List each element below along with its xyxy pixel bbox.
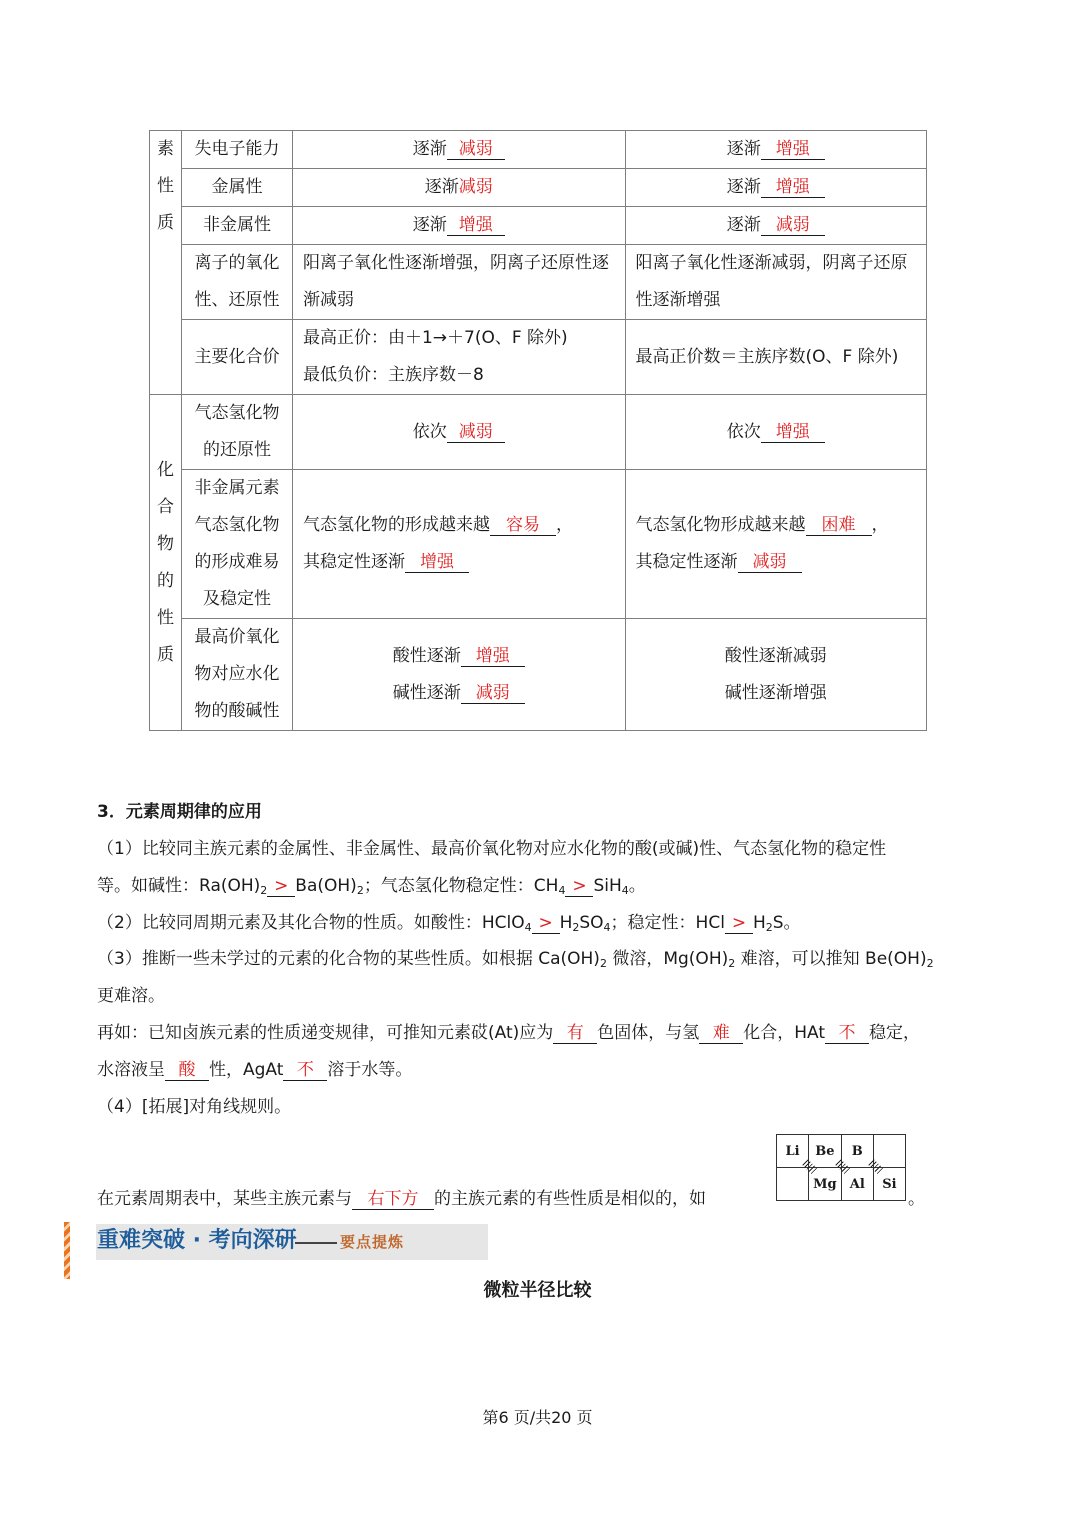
category-char: 质 (157, 644, 175, 665)
paragraph: 更难溶。 (97, 986, 165, 1006)
period-cell: 酸性逐渐 增强 碱性逐渐 减弱 (292, 619, 625, 731)
answer: 增强 (775, 421, 810, 442)
row-label: 失电子能力 (182, 131, 293, 169)
table-row (150, 619, 927, 731)
group-cell: 逐渐 减弱 (625, 207, 927, 245)
period-cell: 逐渐 增强 (292, 207, 625, 245)
answer: 难 (712, 1023, 730, 1043)
answer: 有 (566, 1023, 584, 1043)
paragraph: 再如：已知卤族元素的性质递变规律，可推知元素砹(At)应为 有 色固体，与氢 难 化合，HAt 不 稳定， (97, 1023, 921, 1043)
answer: 增强 (775, 139, 810, 159)
banner-subtitle: 要点提炼 (340, 1233, 405, 1251)
banner-title: 重难突破 · 考向深研 (97, 1228, 297, 1253)
answer: 增强 (419, 552, 454, 572)
answer: 困难 (821, 515, 856, 535)
period-mark: 。 (908, 1189, 925, 1209)
row-label: 主要化合价 (182, 320, 293, 395)
banner-divider (295, 1242, 337, 1244)
paragraph: （2）比较同周期元素及其化合物的性质。如酸性：HClO$_4$ > $H_2SO_4$；稳定性：HCl > $H_2S$。 (97, 913, 801, 934)
answer: 减弱 (475, 682, 510, 703)
answer: 减弱 (458, 177, 493, 197)
row-label: 最高价氧化物对应水化物的酸碱性 (182, 619, 293, 731)
table-row (150, 131, 927, 169)
row-label: 离子的氧化性、还原性 (182, 245, 293, 320)
answer: 增强 (475, 645, 510, 666)
answer: 增强 (458, 215, 493, 235)
answer: 减弱 (458, 421, 493, 442)
answer: > (572, 876, 587, 896)
element-cell: Al (841, 1168, 873, 1201)
category-char: 素 (157, 139, 175, 159)
answer: > (274, 876, 289, 896)
answer: 减弱 (752, 552, 787, 572)
answer: 增强 (775, 177, 810, 197)
group-cell: 依次 增强 (625, 395, 927, 470)
table-row (150, 395, 927, 470)
page-footer: 第6 页/共20 页 (482, 1408, 593, 1427)
periodic-law-table (149, 130, 927, 731)
answer: 不 (296, 1060, 314, 1080)
category-char: 物 (157, 533, 175, 554)
category-char: 化 (157, 459, 175, 480)
row-label: 非金属元素气态氢化物的形成难易及稳定性 (182, 470, 293, 619)
answer: > (731, 913, 747, 933)
element-cell: Si (873, 1168, 905, 1201)
section-heading: 3．元素周期律的应用 (97, 802, 262, 822)
paragraph: （3）推断一些未学过的元素的化合物的某些性质。如根据 $Ca(OH)_2$ 微溶，$Mg(OH)_2$ 难溶，可以推知 $Be(OH)_2$ (97, 949, 934, 970)
category-char: 质 (157, 213, 175, 233)
category-compound-properties (150, 395, 182, 731)
element-cell: Be (809, 1135, 842, 1168)
category-char: 性 (157, 176, 175, 196)
period-cell: 气态氢化物的形成越来越 容易 ， 其稳定性逐渐 增强 (292, 470, 625, 619)
group-cell: 阳离子氧化性逐渐减弱，阴离子还原性逐渐增强 (625, 245, 927, 320)
category-char: 合 (157, 496, 175, 517)
period-cell: 依次 减弱 (292, 395, 625, 470)
group-cell: 最高正价数＝主族序数(O、F 除外) (625, 320, 927, 395)
paragraph: （1）比较同主族元素的金属性、非金属性、最高价氧化物对应水化物的酸(或碱)性、气态氢化物的稳定性 (97, 839, 887, 859)
answer: > (538, 913, 553, 933)
table-row (150, 169, 927, 207)
paragraph: 水溶液呈 酸 性，AgAt 不 溶于水等。 (97, 1060, 413, 1080)
group-cell: 气态氢化物形成越来越 困难 ， 其稳定性逐渐 减弱 (625, 470, 927, 619)
paragraph: 等。如碱性：$Ra(OH)_2 > Ba(OH)_2$；气态氢化物稳定性：$CH_4 > SiH_4$。 (97, 876, 646, 897)
row-label: 金属性 (182, 169, 293, 207)
element-cell (777, 1168, 809, 1201)
table-row (150, 320, 927, 395)
period-cell: 逐渐减弱 (292, 169, 625, 207)
element-cell: Mg (809, 1168, 842, 1201)
answer: 酸 (178, 1060, 196, 1080)
period-cell: 最高正价：由＋1→＋7(O、F 除外) 最低负价：主族序数－8 (292, 320, 625, 395)
category-element-properties (150, 131, 182, 395)
topic-title: 微粒半径比较 (483, 1280, 592, 1301)
period-cell: 阳离子氧化性逐渐增强，阴离子还原性逐渐减弱 (292, 245, 625, 320)
period-cell: 逐渐 减弱 (292, 131, 625, 169)
element-cell: B (841, 1135, 873, 1168)
element-cell: Li (777, 1135, 809, 1168)
answer: 减弱 (775, 215, 810, 235)
banner-stripe (64, 1222, 70, 1279)
table-row (150, 207, 927, 245)
group-cell: 逐渐 增强 (625, 169, 927, 207)
paragraph: （4）[拓展]对角线规则。 (97, 1097, 292, 1117)
answer: 右下方 (367, 1189, 419, 1209)
paragraph: 在元素周期表中，某些主族元素与 右下方 的主族元素的有些性质是相似的，如 (97, 1189, 706, 1209)
answer: 容易 (505, 515, 540, 535)
answer: 减弱 (458, 139, 493, 159)
table-row (150, 470, 927, 619)
answer: 不 (838, 1023, 856, 1043)
category-char: 的 (157, 570, 175, 591)
row-label: 气态氢化物的还原性 (182, 395, 293, 470)
table-row (150, 245, 927, 320)
group-cell: 逐渐 增强 (625, 131, 927, 169)
row-label: 非金属性 (182, 207, 293, 245)
group-cell: 酸性逐渐减弱 碱性逐渐增强 (625, 619, 927, 731)
category-char: 性 (157, 607, 175, 628)
